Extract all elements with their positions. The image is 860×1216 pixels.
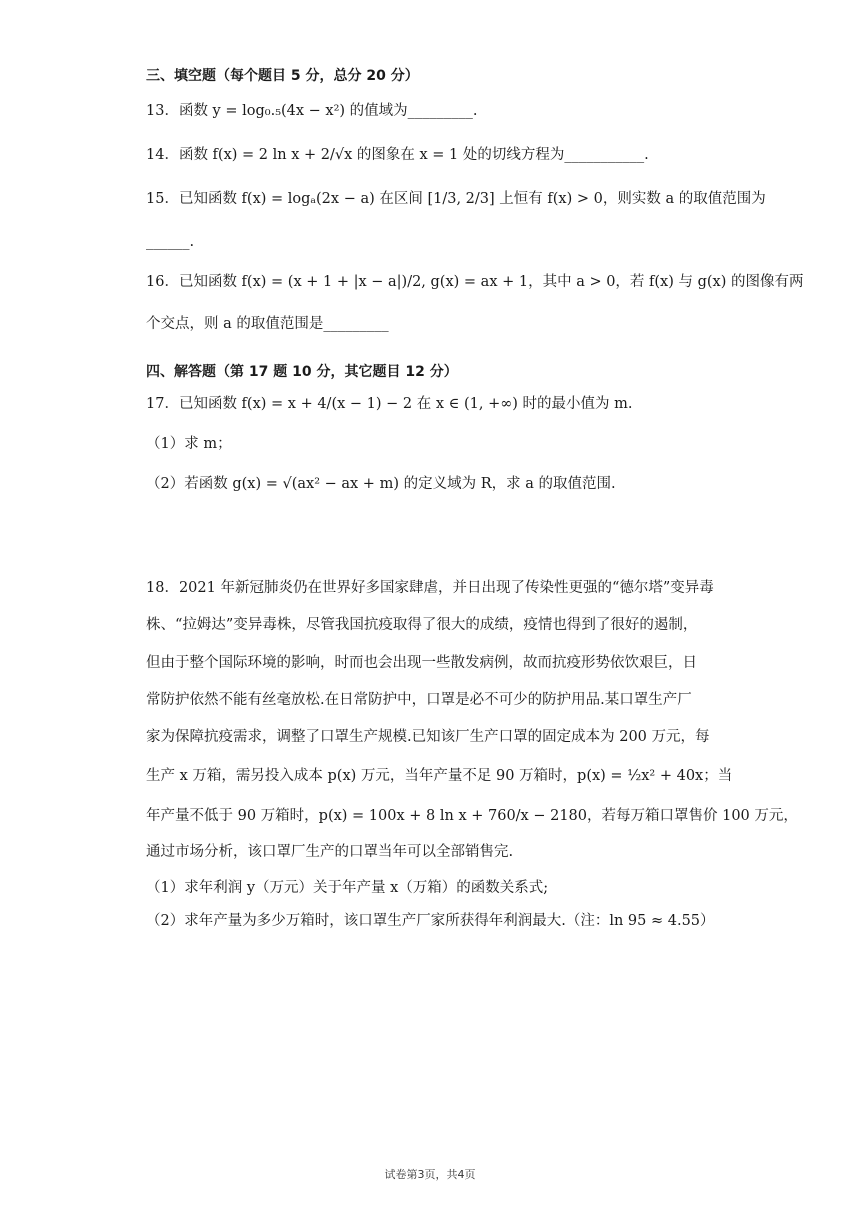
question-18-line-4: 常防护依然不能有丝毫放松.在日常防护中，口罩是必不可少的防护用品.某口罩生产厂 <box>146 692 692 708</box>
section-title-fill-in: 三、填空题（每个题目 5 分，总分 20 分） <box>146 68 419 84</box>
question-18-line-2: 株、“拉姆达”变异毒株，尽管我国抗疫取得了很大的成绩，疫情也得到了很好的遏制， <box>146 617 698 633</box>
question-18-part-2: （2）求年产量为多少万箱时，该口罩生产厂家所获得年利润最大.（注：ln 95 ≈ 4.55） <box>146 913 715 929</box>
question-14: 14．函数 f(x) = 2 ln x + 2/√x 的图象在 x = 1 处的切线方程为___________. <box>146 147 649 163</box>
section-title-answer: 四、解答题（第 17 题 10 分，其它题目 12 分） <box>146 364 458 380</box>
question-18-line-8: 通过市场分析，该口罩厂生产的口罩当年可以全部销售完. <box>146 844 514 860</box>
question-18-line-6: 生产 x 万箱，需另投入成本 p(x) 万元，当年产量不足 90 万箱时，p(x) = ½x² + 40x；当 <box>146 768 733 784</box>
question-18-line-5: 家为保障抗疫需求，调整了口罩生产规模.已知该厂生产口罩的固定成本为 200 万元，每 <box>146 729 710 745</box>
question-13: 13．函数 y = log₀.₅(4x − x²) 的值域为_________. <box>146 103 478 119</box>
question-18-line-3: 但由于整个国际环境的影响，时而也会出现一些散发病例，故而抗疫形势依饮艰巨，日 <box>146 655 697 671</box>
question-18-part-1: （1）求年利润 y（万元）关于年产量 x（万箱）的函数关系式; <box>146 880 549 896</box>
page-footer: 试卷第3页，共4页 <box>384 1168 476 1181</box>
question-16-line-2: 个交点，则 a 的取值范围是_________ <box>146 316 389 332</box>
question-17-part-1: （1）求 m； <box>146 436 232 452</box>
question-15-line-1: 15．已知函数 f(x) = logₐ(2x − a) 在区间 [1/3, 2/3] 上恒有 f(x) > 0，则实数 a 的取值范围为 <box>146 191 766 207</box>
question-18-line-1: 18．2021 年新冠肺炎仍在世界好多国家肆虐，并日出现了传染性更强的“德尔塔”变异毒 <box>146 580 714 596</box>
question-18-line-7: 年产量不低于 90 万箱时，p(x) = 100x + 8 ln x + 760/x − 2180，若每万箱口罩售价 100 万元， <box>146 808 798 824</box>
question-16-line-1: 16．已知函数 f(x) = (x + 1 + |x − a|)/2, g(x) = ax + 1，其中 a > 0，若 f(x) 与 g(x) 的图像有两 <box>146 274 804 290</box>
question-17-stem: 17．已知函数 f(x) = x + 4/(x − 1) − 2 在 x ∈ (1, +∞) 时的最小值为 m. <box>146 396 633 412</box>
question-15-line-2: ______. <box>146 234 195 250</box>
question-17-part-2: （2）若函数 g(x) = √(ax² − ax + m) 的定义域为 R，求 a 的取值范围. <box>146 476 616 492</box>
